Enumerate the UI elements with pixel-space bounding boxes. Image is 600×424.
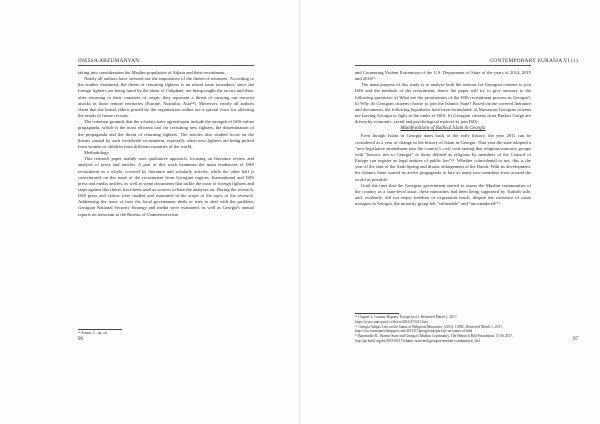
running-head-left: INESSA ARZUMANYAN <box>78 58 140 64</box>
section-heading: Manifestations of Radical Islam in Georgia <box>400 126 486 132</box>
footnote-rule-left <box>78 329 122 330</box>
paragraph: Even though Islam in Georgia dates back to the early history, the year 2011 can be considered as a year of change in the history of Islam in Georgia. That year the state adopted a "new legislative amendment into the country's civil code stating that religious minority groups with "historic ties to Georgia" or those defined as religious by members of the Council of Europe can register as legal entities of public law"¹⁶. Whether coincidental or not, this is the year of the start of the Arab Spring and drastic enlargement of the Daesh. With its development, the Islamic State started its active propaganda to lure as many new members from around the world as possible. <box>355 133 531 182</box>
footnote: ¹⁴ Arzani, C., op. cit. <box>78 331 108 335</box>
paragraph: The common grounds that the scholars have agreed upon include the strength of ISIS online propaganda, which is the most efficient tool for recruiting new fighters, the dissemination of the propaganda and the threat of returning fighters. The articles also studied focus on the threats caused by such worldwide recruitment, especially when new fighters are being picked from women or children from different countries of the world. <box>78 119 254 149</box>
footnote: ¹⁶ Georgia Adopts Law on the Status of Religious Minorities. (2011). CSRC. Retrieved March 1, 2017, http://csrc.eurasianet.blogspot.com/2011/07/georgia-adopts-law-on-status-of.html <box>355 324 503 334</box>
paragraph: and Countering Violent Extremism of the U.S. Department of State of the years of 2014, 2015 and 2016¹⁵. <box>355 70 531 82</box>
footnote: ¹⁵ Chapter 2. Country Reports: Europe (n.d.). Retrieved March 1, 2017, https://www.state.gov/j/ct/rls/crt/2016/272231.htm <box>355 315 458 324</box>
methodology-heading: Methodology <box>84 150 109 156</box>
right-page <box>300 0 600 424</box>
paragraph: The main purpose of this study is to analyze both the reasons for Georgian citizens to join ISIS and the methods of the recruitment; hence the paper will try to give answers to the following questions: a) What are the peculiarities of the ISIS recruitment process in Georgia?; b) Why do Georgian citizens choose to join the Islamic State? Based on the covered literature and documents, the following hypothesis have been formulated: a) Numerous Georgian citizens are leaving Georgia to fight in the ranks of ISIS; b) Georgian citizens from Pankisi Gorge are driven by economic, social and psychological motives to join ISIS. <box>355 82 531 125</box>
header-rule-left <box>78 65 254 66</box>
paragraph: This research paper mainly uses qualitative approach, focusing on literature review and analysis of press and articles. A part of this work examines the main tendencies of ISIS recruitment as a whole, covered by literature and scholarly articles, while the other half is concentrated on the issue of the recruitment from Georgian regions. International and ISIS press and media articles, as well as some documents that tackle the issue of foreign fighters and steps against this threat, have been used as sources to base the analyses on. During the research, ISIS press and videos were studied and examined in the scope of the topic of the research. Addressing the issue of how the local government deals or tries to deal with the problem, Georgian National Security Strategy and media were examined, as well as Georgia's annual reports on terrorism to the Bureau of Counterterrorism <box>78 156 254 217</box>
left-footnotes <box>78 331 254 336</box>
right-body-text <box>355 70 531 207</box>
paragraph: taking into consideration the Muslim population of Adjara and their recruitment. <box>78 70 226 75</box>
page-number-left: 96 <box>78 337 83 342</box>
right-footnotes <box>355 315 531 344</box>
footnote-rule-right <box>355 313 399 314</box>
left-body-text <box>78 70 254 218</box>
paragraph: Until the time that the Georgian government started to assess the Muslim communities of the country as a state-level issue, these minorities had been being supported by Turkish side, and, evidently, did not enjoy freedom of expression much, despite the existence of some mosques in Georgia, the minority group felt "vulnerable" and "unconsidered"¹⁷. <box>355 182 531 207</box>
page-number-right: 97 <box>573 337 578 342</box>
footnote: ¹⁷ Baramidze R., Islamic State and Georgia's Muslim Community. The Heinrich Böll Foundation. 17.06.2017, http://ge.boell.org/en/2015/06/17/islamic-state-and-georgias-muslim-community#_ftn1 <box>355 334 513 343</box>
running-head-right: CONTEMPORARY EURASIA VI (1) <box>489 58 578 64</box>
header-rule-right <box>355 65 531 66</box>
paragraph: Nearly all authors have stressed out the importance of the threat of returnees. According to the studies examined, the threat of returning fighters is an actual issue nowadays, since the foreign fighters are being lured by the ideas of Caliphate, are being taught the tactics and then, after returning to their countries of origin, they represent a threat of carrying out terrorist attacks in those remote territories (Europe, Australia, Asia¹⁴). Moreover, nearly all authors claim that the brutal videos posted by the organization online are a special force for affecting the minds of future recruits. <box>78 76 254 119</box>
